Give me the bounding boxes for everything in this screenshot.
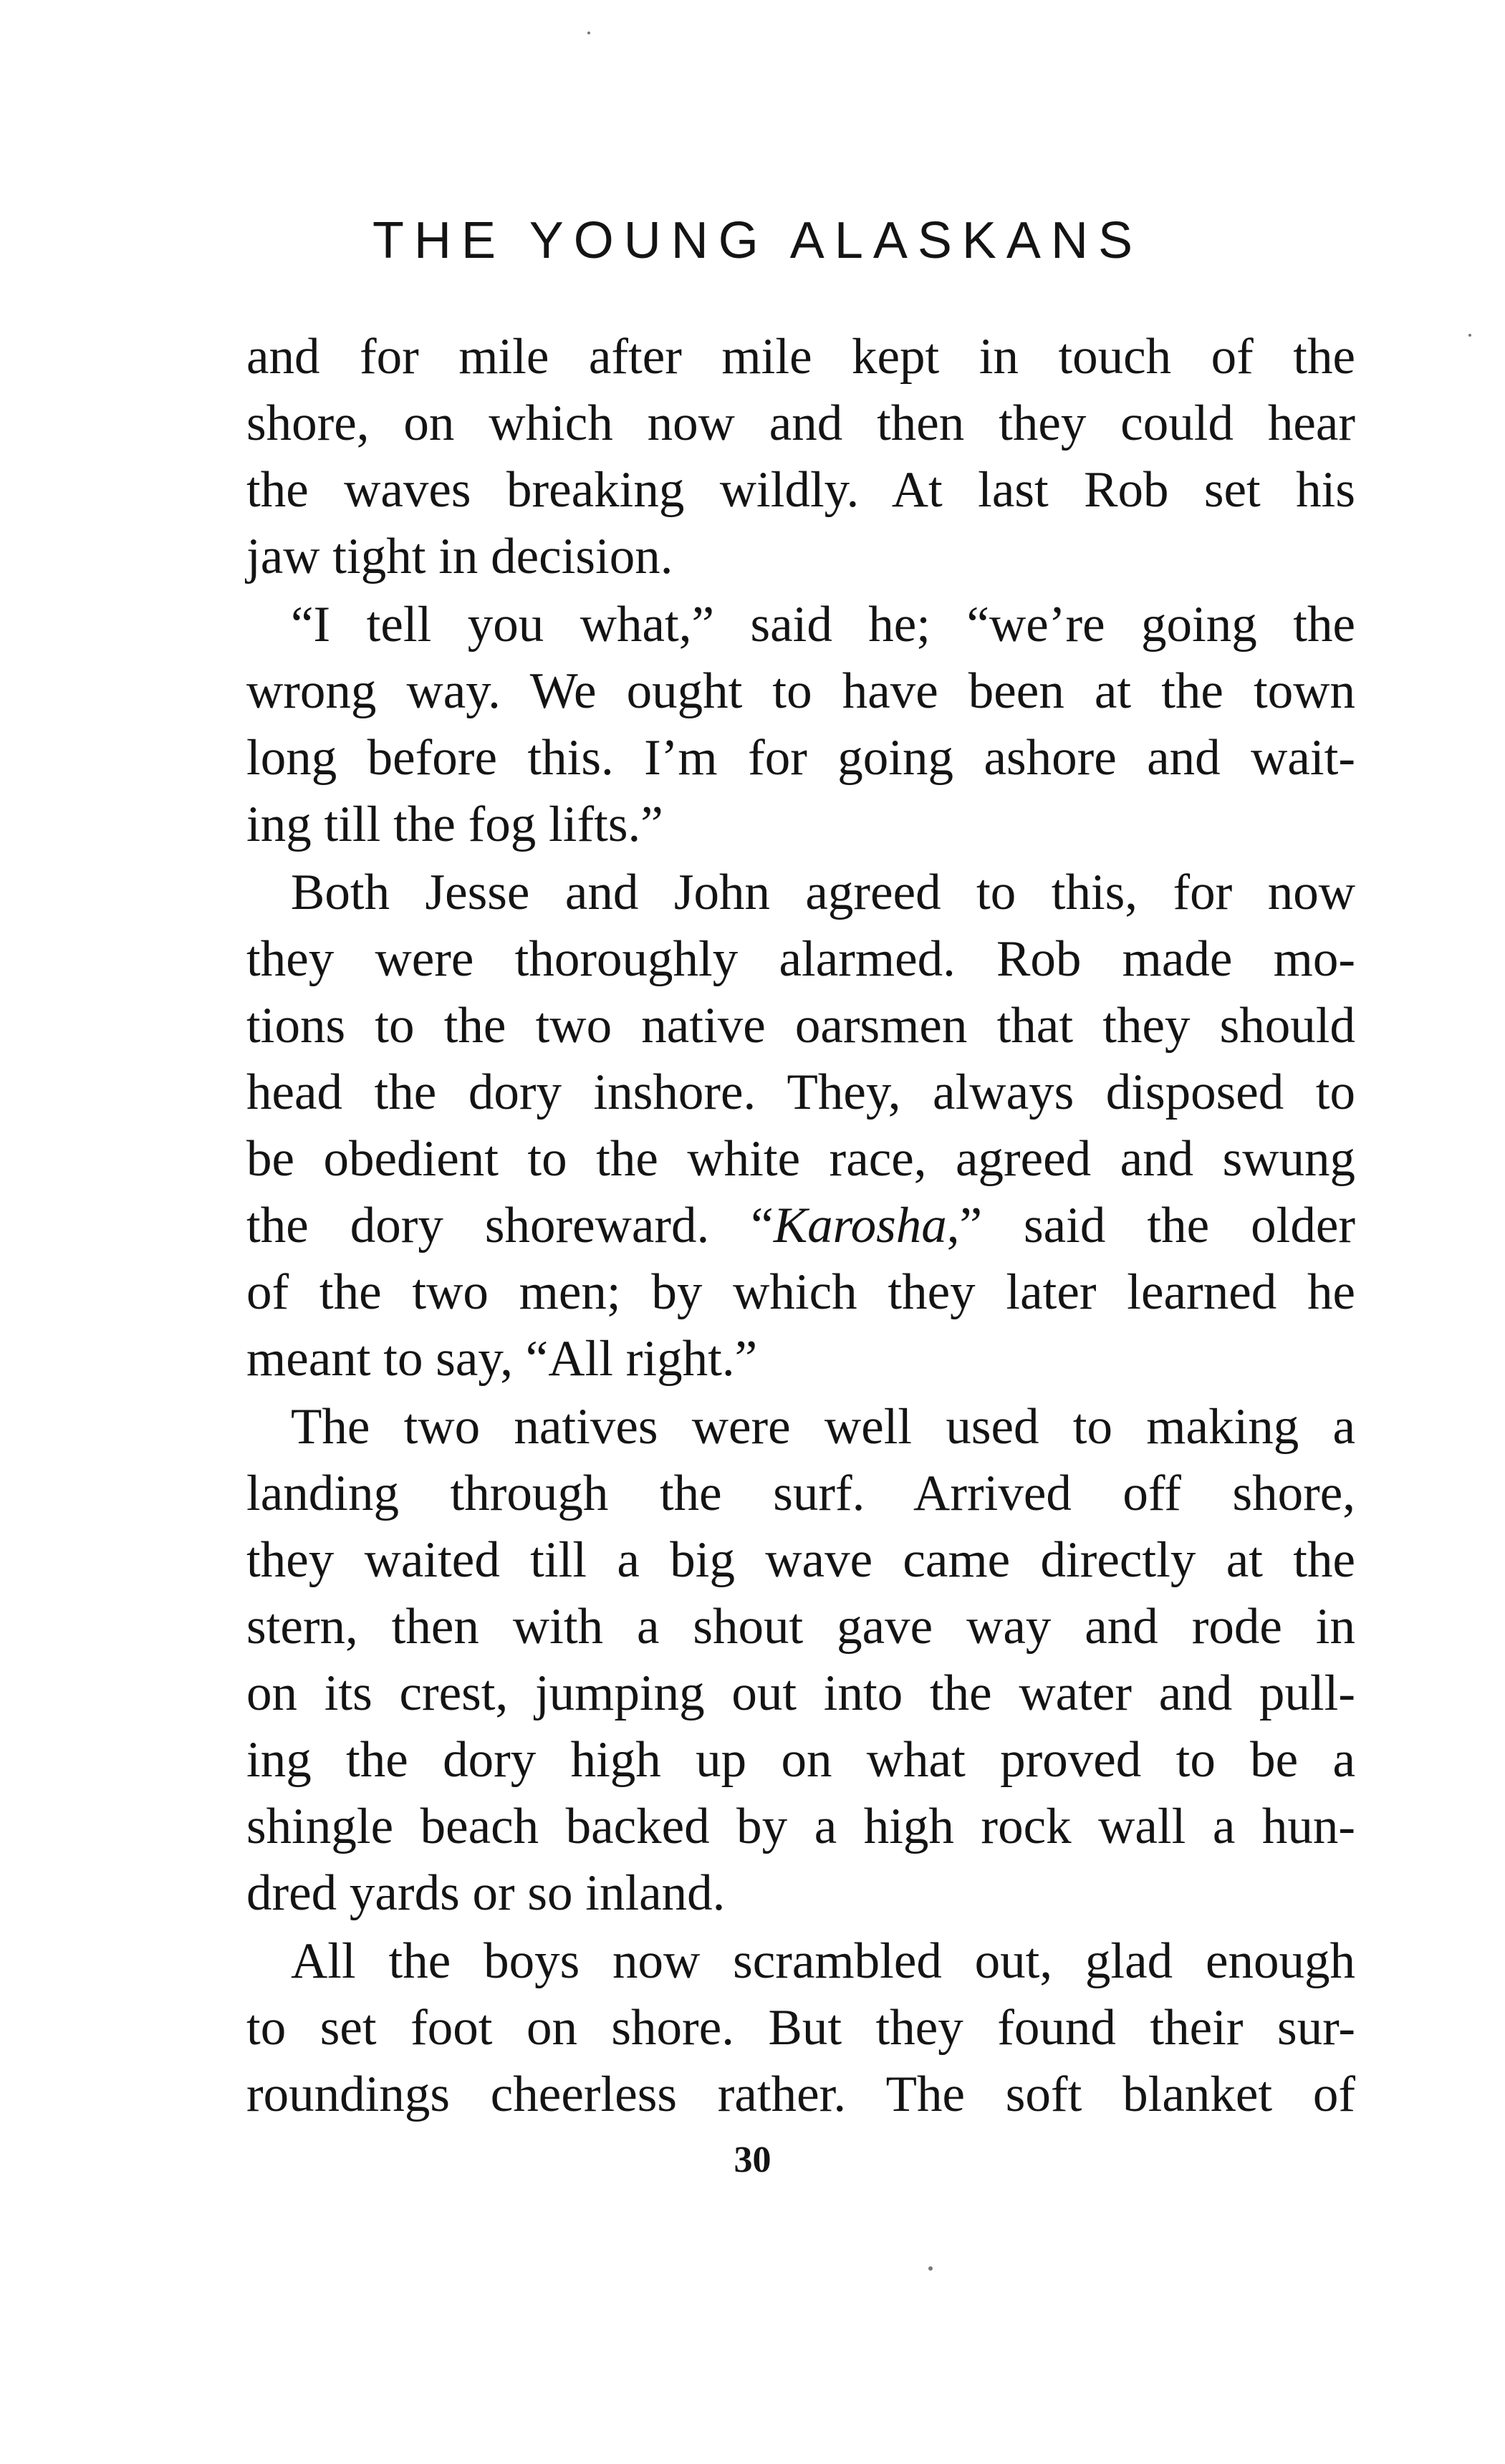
text-line: and for mile after mile kept in touch of the [246,329,1355,385]
text-line: tions to the two native oarsmen that they should [246,998,1355,1054]
body-text [246,324,1355,2128]
text-line: All the boys now scrambled out, glad enough [291,1933,1355,1989]
text-line: of the two men; by which they later learned he [246,1264,1355,1320]
text-line: wrong way. We ought to have been at the town [246,663,1355,719]
text-line: meant to say, “All right.” [246,1331,758,1387]
text-line: “I tell you what,” said he; “we’re going the [291,597,1355,653]
paragraph-5 [246,1928,1355,2128]
italic-word: Karosha [773,1198,947,1253]
text-line: they were thoroughly alarmed. Rob made mo- [246,931,1355,987]
text-line: be obedient to the white race, agreed and swung [246,1131,1355,1187]
paragraph-2 [246,592,1355,858]
text-line: to set foot on shore. But they found their sur- [246,2000,1355,2056]
text-line: jaw tight in decision. [246,529,673,584]
paragraph-1 [246,324,1355,590]
text-line: shingle beach backed by a high rock wall a hun- [246,1799,1355,1854]
text-line: ing the dory high up on what proved to be a [246,1732,1355,1788]
scan-speck [928,2266,933,2271]
scan-speck [587,32,590,34]
scan-speck [1468,334,1471,337]
text-line: on its crest, jumping out into the water and pull- [246,1665,1355,1721]
running-head: THE YOUNG ALASKANS [372,212,1143,269]
text-line: they waited till a big wave came directly at the [246,1532,1355,1588]
paragraph-4 [246,1394,1355,1927]
text-line: the dory shoreward. “Karosha,” said the older [246,1198,1355,1253]
text-line: stern, then with a shout gave way and rode in [246,1599,1355,1655]
text-line: landing through the surf. Arrived off shore, [246,1466,1355,1521]
text-line: shore, on which now and then they could hear [246,395,1355,451]
text-line: head the dory inshore. They, always disposed to [246,1064,1355,1120]
text-line: long before this. I’m for going ashore and wait- [246,730,1355,786]
text-line: roundings cheerless rather. The soft blanket of [246,2066,1355,2122]
text-line: Both Jesse and John agreed to this, for now [291,865,1355,920]
text-line: the waves breaking wildly. At last Rob set his [246,462,1355,518]
paragraph-3 [246,860,1355,1392]
text-line: The two natives were well used to making a [291,1399,1355,1455]
text-line: dred yards or so inland. [246,1865,726,1921]
text-line: ing till the fog lifts.” [246,797,663,852]
page-number: 30 [734,2140,771,2180]
